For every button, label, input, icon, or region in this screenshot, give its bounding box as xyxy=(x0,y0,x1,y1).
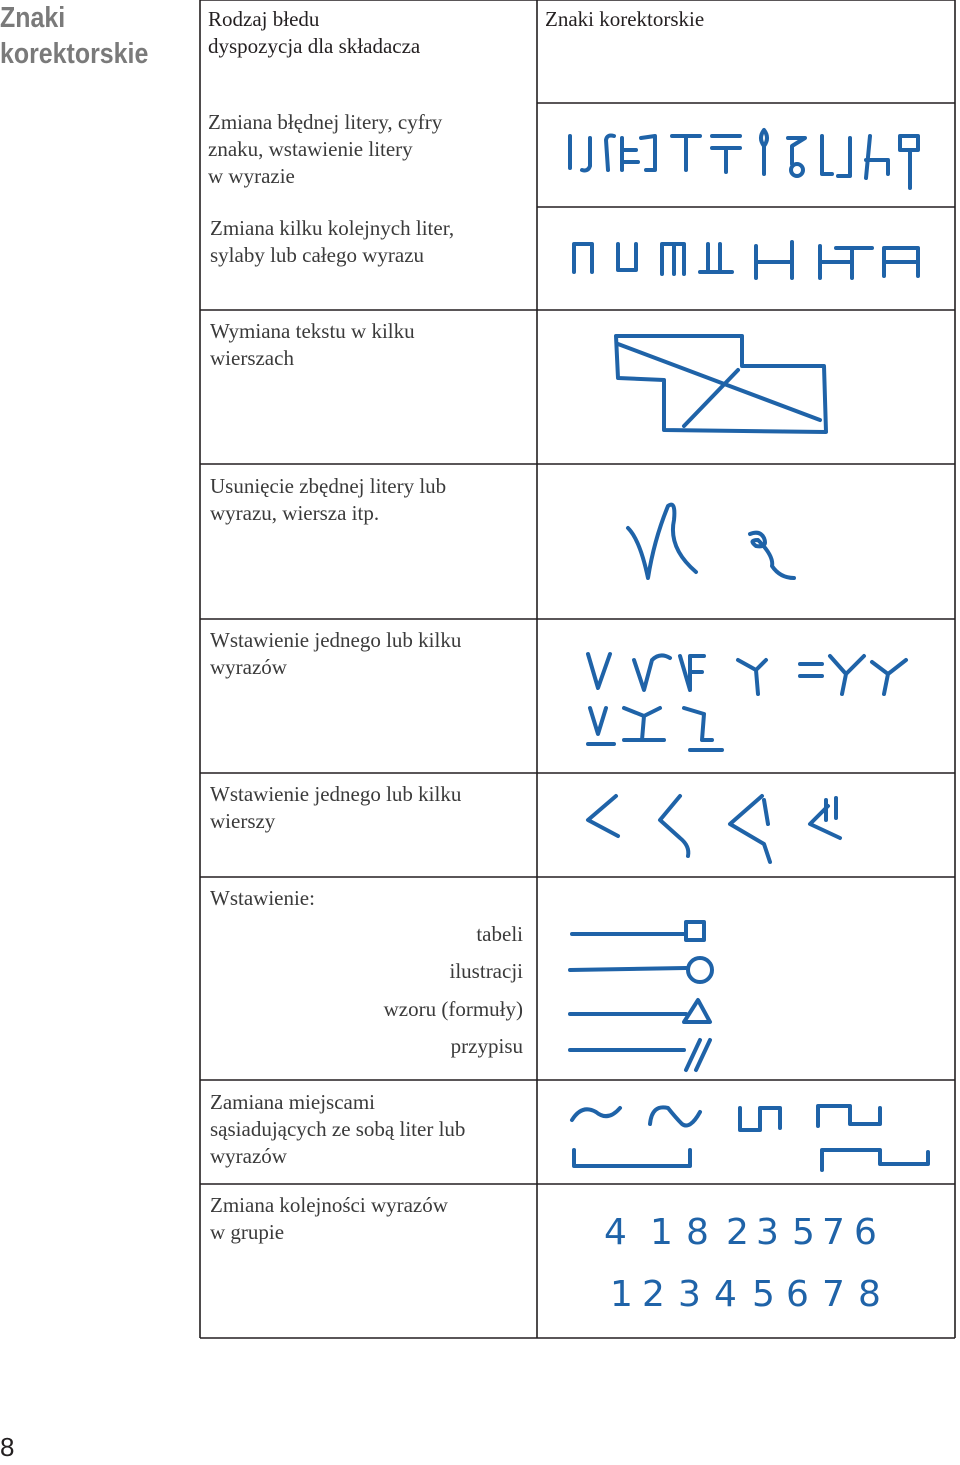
marks-deletion xyxy=(628,505,794,578)
header-error-type: Rodzaj błedu dyspozycja dla składacza xyxy=(208,7,421,58)
digit-sorted: 7 xyxy=(822,1274,845,1315)
digit-sorted: 8 xyxy=(858,1274,881,1315)
row-label-insert: Wstawienie: xyxy=(210,886,315,910)
digit-sorted: 6 xyxy=(786,1274,809,1315)
marks-reorder-shuffled xyxy=(604,1212,877,1253)
row-label-swap: Zamiana miejscami sąsiadujących ze sobą liter lub wyrazów xyxy=(210,1090,466,1168)
digit-sorted: 4 xyxy=(714,1274,737,1315)
digit-sorted: 1 xyxy=(610,1274,633,1315)
row-label-letter-change: Zmiana błędnej litery, cyfry znaku, wstawienie litery w wyrazie xyxy=(208,110,443,188)
digit-shuffled: 3 xyxy=(756,1212,779,1253)
marks-syllable-change xyxy=(574,242,918,278)
side-title-line2: korektorskie xyxy=(0,38,149,70)
insert-item-table: tabeli xyxy=(476,922,523,946)
insert-item-illustration: ilustracji xyxy=(449,959,523,983)
header-proof-marks: Znaki korektorskie xyxy=(545,7,705,31)
digit-sorted: 3 xyxy=(678,1274,701,1315)
row-label-multiline-replace: Wymiana tekstu w kilku wierszach xyxy=(210,319,415,370)
marks-swap xyxy=(572,1106,928,1170)
page-number: 8 xyxy=(0,1432,15,1462)
marks-multiline-replace xyxy=(616,336,826,432)
side-title-line1: Znaki xyxy=(0,2,66,34)
insert-item-footnote: przypisu xyxy=(450,1034,523,1058)
insert-item-formula: wzoru (formuły) xyxy=(383,997,523,1021)
digit-shuffled: 4 xyxy=(604,1212,627,1253)
digit-shuffled: 7 xyxy=(822,1212,845,1253)
row-label-reorder: Zmiana kolejności wyrazów w grupie xyxy=(210,1193,448,1244)
marks-insert-words xyxy=(588,654,906,750)
row-label-insert-lines: Wstawienie jednego lub kilku wierszy xyxy=(210,782,462,833)
digit-shuffled: 8 xyxy=(686,1212,709,1253)
digit-sorted: 2 xyxy=(642,1274,665,1315)
marks-reorder-sorted xyxy=(610,1274,881,1315)
marks-insert-objects xyxy=(570,922,712,1070)
digit-shuffled: 5 xyxy=(792,1212,815,1253)
digit-shuffled: 1 xyxy=(650,1212,673,1253)
row-label-deletion: Usunięcie zbędnej litery lub wyrazu, wiersza itp. xyxy=(210,474,447,525)
marks-letter-change xyxy=(570,130,918,188)
digit-sorted: 5 xyxy=(752,1274,775,1315)
digit-shuffled: 6 xyxy=(854,1212,877,1253)
row-label-syllable-change: Zmiana kilku kolejnych liter, sylaby lub całego wyrazu xyxy=(210,216,455,267)
marks-insert-lines xyxy=(588,796,840,862)
digit-shuffled: 2 xyxy=(726,1212,749,1253)
row-label-insert-words: Wstawienie jednego lub kilku wyrazów xyxy=(210,628,462,679)
